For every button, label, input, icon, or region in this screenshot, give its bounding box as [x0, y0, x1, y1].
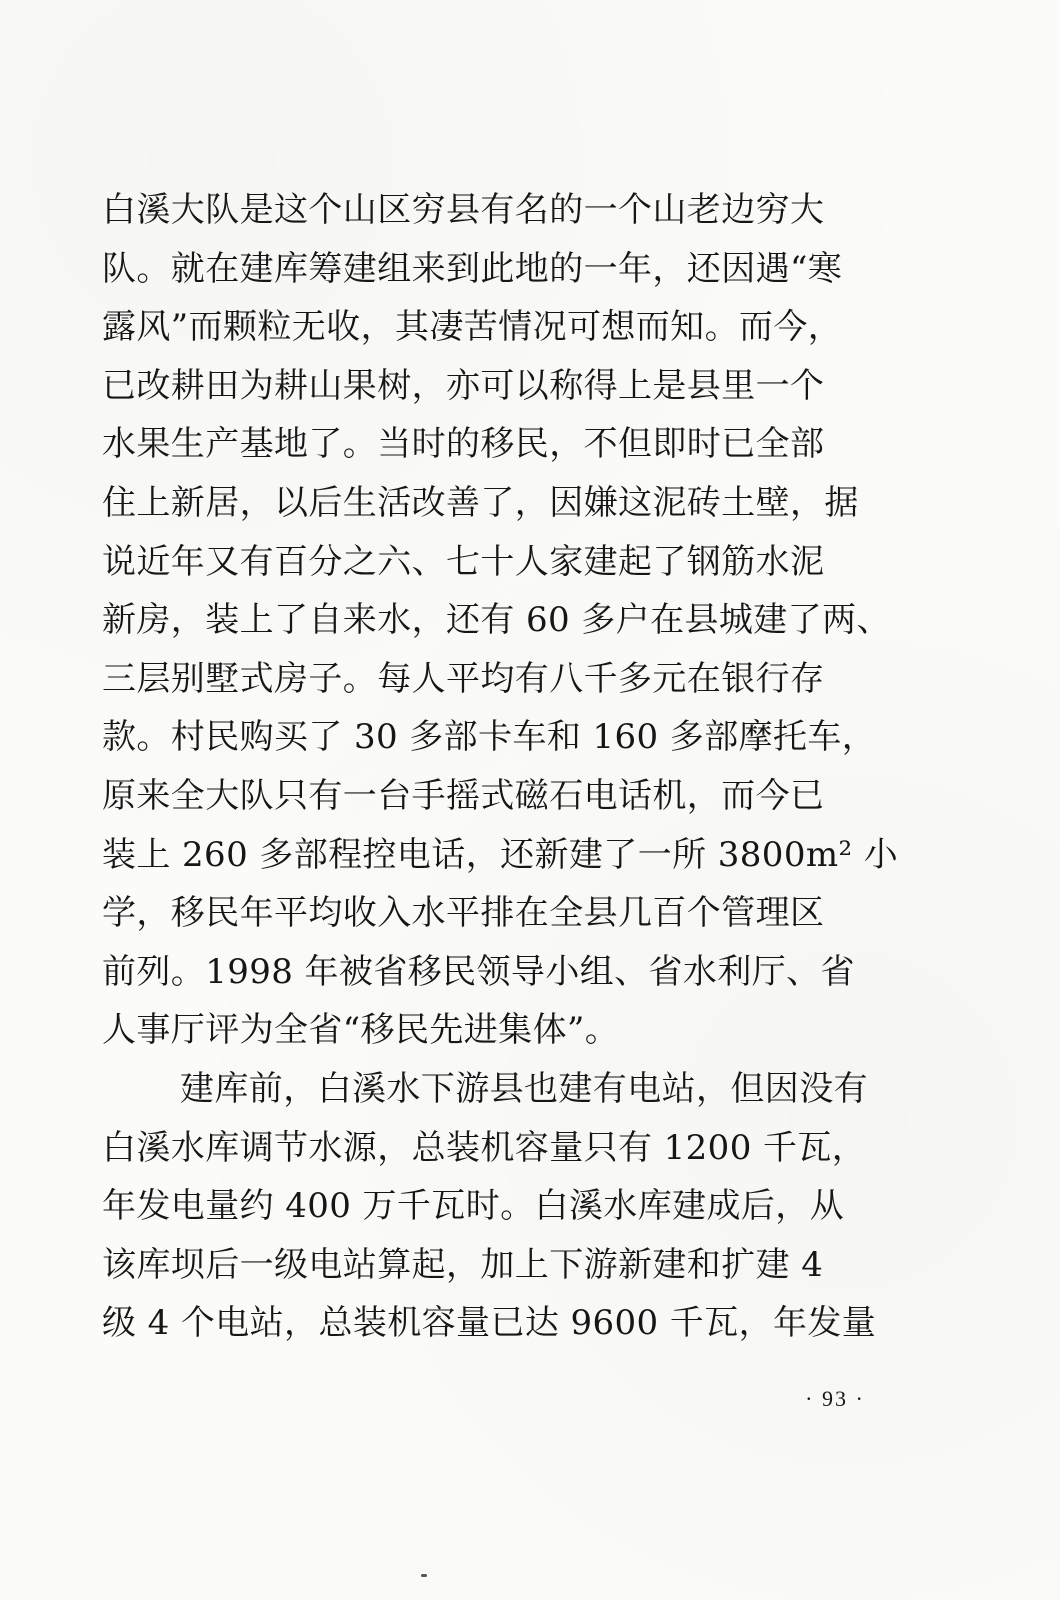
paragraph-1-line-1: 白溪大队是这个山区穷县有名的一个山老边穷大: [102, 190, 825, 230]
paragraph-1-line-5: 水果生产基地了。当时的移民，不但即时已全部: [102, 424, 825, 465]
paragraph-2-line-3: 年发电量约 400 万千瓦时。白溪水库建成后，从: [102, 1186, 845, 1227]
paragraph-2-line-1: 建库前，白溪水下游县也建有电站，但因没有: [180, 1068, 868, 1109]
paragraph-1-line-11: 原来全大队只有一台手摇式磁石电话机，而今已: [102, 775, 825, 816]
scan-speck: [421, 1574, 427, 1577]
paragraph-1-line-3: 露风”而颗粒无收，其凄苦情况可想而知。而今，: [102, 307, 843, 348]
paragraph-2-line-4: 该库坝后一级电站算起，加上下游新建和扩建 4: [102, 1244, 824, 1285]
paragraph-2-line-5: 级 4 个电站，总装机容量已达 9600 千瓦，年发量: [102, 1303, 877, 1344]
paragraph-1-line-4: 已改耕田为耕山果树，亦可以称得上是县里一个: [102, 365, 825, 406]
paragraph-2-line-2: 白溪水库调节水源，总装机容量只有 1200 千瓦，: [102, 1127, 867, 1168]
paragraph-1-line-15: 人事厅评为全省“移民先进集体”。: [102, 1010, 620, 1051]
page-number: · 93 ·: [805, 1386, 865, 1411]
paragraph-1-line-12: 装上 260 多部程控电话，还新建了一所 3800m² 小: [102, 834, 899, 875]
paragraph-1-line-13: 学，移民年平均收入水平排在全县几百个管理区: [102, 893, 825, 934]
body-text: [102, 181, 912, 1353]
paragraph-1-line-8: 新房，装上了自来水，还有 60 多户在县城建了两、: [102, 600, 891, 641]
paragraph-1-line-9: 三层别墅式房子。每人平均有八千多元在银行存: [102, 658, 825, 699]
paragraph-1-line-6: 住上新居，以后生活改善了，因嫌这泥砖土壁，据: [102, 482, 859, 523]
paragraph-1-line-14: 前列。1998 年被省移民领导小组、省水利厅、省: [102, 951, 855, 992]
paragraph-1-line-2: 队。就在建库筹建组来到此地的一年，还因遇“寒: [102, 248, 843, 289]
paragraph-1-line-10: 款。村民购买了 30 多部卡车和 160 多部摩托车，: [102, 717, 877, 758]
paragraph-1-line-7: 说近年又有百分之六、七十人家建起了钢筋水泥: [102, 541, 825, 582]
